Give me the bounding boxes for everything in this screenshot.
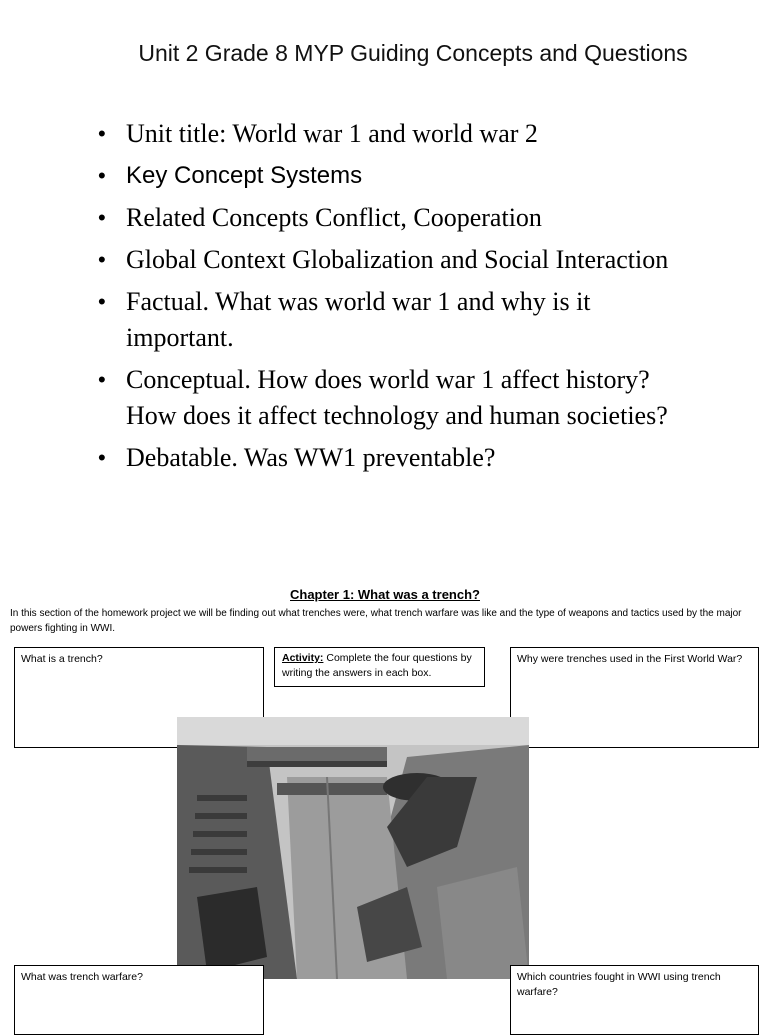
bullet-text: Global Context Globalization and Social Interaction — [126, 245, 669, 274]
bullet-text: Key Concept Systems — [126, 162, 363, 189]
bullet-glyph: • — [98, 445, 106, 470]
question-box-which-countries[interactable] — [510, 965, 759, 1035]
bullet-glyph: • — [98, 163, 106, 188]
bullet-glyph: • — [98, 121, 106, 146]
bullet-list — [96, 116, 696, 482]
bullet-item — [96, 242, 696, 278]
bullet-item — [96, 116, 696, 152]
question-text: What was trench warfare? — [21, 971, 143, 983]
slide-title: Unit 2 Grade 8 MYP Guiding Concepts and Questions — [138, 40, 688, 66]
bullet-glyph: • — [98, 289, 106, 314]
chapter-title: Chapter 1: What was a trench? — [290, 587, 480, 602]
bullet-item — [96, 362, 696, 434]
question-text: What is a trench? — [21, 653, 103, 665]
bullet-item — [96, 158, 696, 194]
bullet-text: Conceptual. How does world war 1 affect history? How does it affect technology and human societies? — [126, 365, 668, 430]
activity-box — [274, 647, 485, 687]
activity-text: Complete the four questions by writing the answers in each box. — [282, 652, 472, 679]
bullet-glyph: • — [98, 205, 106, 230]
bullet-text: Unit title: World war 1 and world war 2 — [126, 119, 538, 148]
trench-photo-image — [177, 717, 529, 979]
bullet-item — [96, 440, 696, 476]
question-text: Which countries fought in WWI using trench warfare? — [517, 971, 721, 998]
bullet-glyph: • — [98, 247, 106, 272]
question-box-trench-warfare[interactable] — [14, 965, 264, 1035]
bullet-text: Debatable. Was WW1 preventable? — [126, 443, 496, 472]
bullet-item — [96, 284, 696, 356]
trench-photo — [177, 717, 529, 979]
bullet-glyph: • — [98, 367, 106, 392]
bullet-text: Factual. What was world war 1 and why is it important. — [126, 287, 591, 352]
bullet-text: Related Concepts Conflict, Cooperation — [126, 203, 542, 232]
bullet-item — [96, 200, 696, 236]
question-text: Why were trenches used in the First World War? — [517, 653, 743, 665]
activity-label: Activity: — [282, 652, 324, 664]
intro-text: In this section of the homework project we will be finding out what trenches were, what trench warfare was like and the type of weapons and tactics used by the major powers fighting in WWI. — [10, 608, 742, 634]
question-box-why-trenches[interactable] — [510, 647, 759, 748]
